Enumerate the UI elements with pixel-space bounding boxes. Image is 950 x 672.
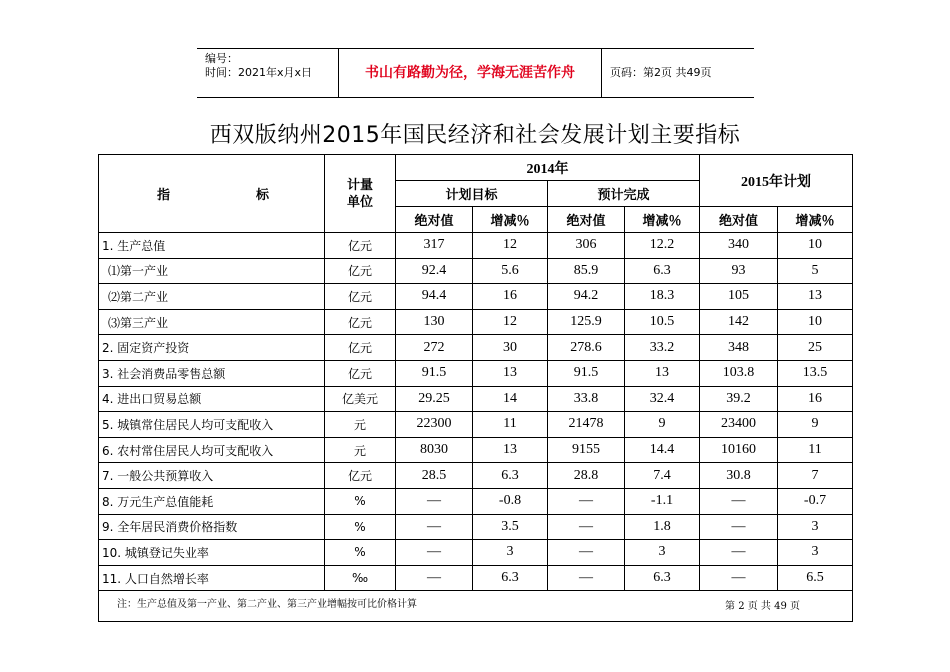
row-value: 125.9 <box>548 309 625 335</box>
row-value: 28.5 <box>396 463 473 489</box>
row-value: 30 <box>473 335 548 361</box>
footer-page-number: 第 2 页 共 49 页 <box>725 601 800 613</box>
plan-target-header: 计划目标 <box>396 181 548 207</box>
row-value: 105 <box>700 284 778 310</box>
row-value: — <box>700 514 778 540</box>
unit-header: 计量 单位 <box>325 155 396 233</box>
row-value: 10160 <box>700 437 778 463</box>
row-unit: 元 <box>325 412 396 438</box>
row-value: 23400 <box>700 412 778 438</box>
table-note: 注：生产总值及第一产业、第二产业、第三产业增幅按可比价格计算 <box>117 599 417 611</box>
row-unit: ‰ <box>325 565 396 591</box>
row-value: 3.5 <box>473 514 548 540</box>
row-value: 142 <box>700 309 778 335</box>
expected-header: 预计完成 <box>548 181 700 207</box>
row-value: 278.6 <box>548 335 625 361</box>
row-value: 7 <box>778 463 853 489</box>
row-value: 6.5 <box>778 565 853 591</box>
row-unit: 亿元 <box>325 258 396 284</box>
row-value: — <box>396 565 473 591</box>
row-value: 6.3 <box>625 258 700 284</box>
row-value: -0.8 <box>473 488 548 514</box>
row-value: — <box>548 514 625 540</box>
row-value: 18.3 <box>625 284 700 310</box>
row-value: 12.2 <box>625 233 700 259</box>
row-value: 9 <box>625 412 700 438</box>
row-value: 33.8 <box>548 386 625 412</box>
row-value: 3 <box>473 540 548 566</box>
row-value: 130 <box>396 309 473 335</box>
row-value: — <box>396 514 473 540</box>
row-value: 28.8 <box>548 463 625 489</box>
row-value: 14 <box>473 386 548 412</box>
row-value: 13 <box>778 284 853 310</box>
pct-header-1: 增减％ <box>473 207 548 233</box>
row-label: 1. 生产总值 <box>99 233 325 259</box>
row-value: — <box>396 540 473 566</box>
row-value: 3 <box>778 540 853 566</box>
indicator-header-right: 标 <box>255 188 269 203</box>
row-value: — <box>396 488 473 514</box>
row-value: 340 <box>700 233 778 259</box>
row-value: 32.4 <box>625 386 700 412</box>
row-value: 6.3 <box>473 463 548 489</box>
indicator-header <box>99 155 325 233</box>
row-value: 94.4 <box>396 284 473 310</box>
row-label: 10. 城镇登记失业率 <box>99 540 325 566</box>
table-row <box>99 514 853 540</box>
row-value: 29.25 <box>396 386 473 412</box>
row-value: -0.7 <box>778 488 853 514</box>
indicator-table <box>98 154 853 622</box>
row-label: 5. 城镇常住居民人均可支配收入 <box>99 412 325 438</box>
table-row <box>99 360 853 386</box>
row-value: 12 <box>473 309 548 335</box>
row-value: 92.4 <box>396 258 473 284</box>
table-row <box>99 463 853 489</box>
table-row <box>99 488 853 514</box>
row-value: 91.5 <box>396 360 473 386</box>
row-label: ⑵第二产业 <box>99 284 325 310</box>
year-2014-header: 2014年 <box>396 155 700 181</box>
time-label: 时间：2021年x月x日 <box>205 66 313 79</box>
row-value: 5.6 <box>473 258 548 284</box>
row-unit: 亿元 <box>325 360 396 386</box>
row-value: 30.8 <box>700 463 778 489</box>
row-unit: 元 <box>325 437 396 463</box>
table-row <box>99 565 853 591</box>
row-value: -1.1 <box>625 488 700 514</box>
row-value: 9 <box>778 412 853 438</box>
row-label: 9. 全年居民消费价格指数 <box>99 514 325 540</box>
page-header <box>197 48 754 98</box>
row-value: 93 <box>700 258 778 284</box>
row-value: — <box>700 540 778 566</box>
row-value: 6.3 <box>625 565 700 591</box>
table-note-row <box>99 591 853 622</box>
table-row <box>99 437 853 463</box>
row-unit: 亿元 <box>325 233 396 259</box>
row-label: 2. 固定资产投资 <box>99 335 325 361</box>
row-value: 6.3 <box>473 565 548 591</box>
row-value: 85.9 <box>548 258 625 284</box>
row-value: 12 <box>473 233 548 259</box>
row-value: 22300 <box>396 412 473 438</box>
table-row <box>99 335 853 361</box>
row-value: 16 <box>778 386 853 412</box>
row-value: 11 <box>778 437 853 463</box>
table-row <box>99 540 853 566</box>
row-unit: 亿元 <box>325 463 396 489</box>
row-value: 7.4 <box>625 463 700 489</box>
row-value: 306 <box>548 233 625 259</box>
row-value: — <box>700 565 778 591</box>
header-slogan: 书山有路勤为径，学海无涯苦作舟 <box>338 49 602 97</box>
row-unit: 亿元 <box>325 309 396 335</box>
row-value: 9155 <box>548 437 625 463</box>
row-unit: % <box>325 488 396 514</box>
table-row <box>99 258 853 284</box>
row-value: 21478 <box>548 412 625 438</box>
row-value: 3 <box>778 514 853 540</box>
row-value: 10.5 <box>625 309 700 335</box>
table-row <box>99 284 853 310</box>
row-label: 7. 一般公共预算收入 <box>99 463 325 489</box>
row-value: 94.2 <box>548 284 625 310</box>
row-label: 4. 进出口贸易总额 <box>99 386 325 412</box>
row-value: 3 <box>625 540 700 566</box>
row-value: 33.2 <box>625 335 700 361</box>
row-value: 25 <box>778 335 853 361</box>
row-value: 1.8 <box>625 514 700 540</box>
row-label: 3. 社会消费品零售总额 <box>99 360 325 386</box>
row-value: 13 <box>625 360 700 386</box>
abs-header-2: 绝对值 <box>548 207 625 233</box>
row-value: — <box>548 565 625 591</box>
row-value: 16 <box>473 284 548 310</box>
row-value: 13 <box>473 360 548 386</box>
abs-header-3: 绝对值 <box>700 207 778 233</box>
plan-2015-header: 2015年计划 <box>700 155 853 207</box>
pct-header-3: 增减％ <box>778 207 853 233</box>
row-value: 13.5 <box>778 360 853 386</box>
table-row <box>99 309 853 335</box>
row-value: 13 <box>473 437 548 463</box>
row-value: 10 <box>778 309 853 335</box>
row-unit: 亿元 <box>325 335 396 361</box>
row-value: 14.4 <box>625 437 700 463</box>
row-value: 10 <box>778 233 853 259</box>
row-value: — <box>700 488 778 514</box>
row-value: 39.2 <box>700 386 778 412</box>
row-unit: 亿元 <box>325 284 396 310</box>
row-label: 6. 农村常住居民人均可支配收入 <box>99 437 325 463</box>
header-page-label: 页码：第2页 共49页 <box>610 66 712 79</box>
table-row <box>99 386 853 412</box>
abs-header-1: 绝对值 <box>396 207 473 233</box>
number-label: 编号： <box>205 52 238 65</box>
row-value: 317 <box>396 233 473 259</box>
table-row <box>99 233 853 259</box>
row-value: 103.8 <box>700 360 778 386</box>
row-unit: % <box>325 514 396 540</box>
row-unit: 亿美元 <box>325 386 396 412</box>
row-label: ⑴第一产业 <box>99 258 325 284</box>
row-label: 8. 万元生产总值能耗 <box>99 488 325 514</box>
row-value: 272 <box>396 335 473 361</box>
page-title: 西双版纳州2015年国民经济和社会发展计划主要指标 <box>209 123 741 148</box>
pct-header-2: 增减％ <box>625 207 700 233</box>
row-value: — <box>548 488 625 514</box>
indicator-header-left: 指 <box>157 188 171 203</box>
row-value: 91.5 <box>548 360 625 386</box>
header-meta <box>197 49 338 97</box>
row-value: 5 <box>778 258 853 284</box>
row-value: 348 <box>700 335 778 361</box>
row-label: ⑶第三产业 <box>99 309 325 335</box>
table-row <box>99 412 853 438</box>
row-label: 11. 人口自然增长率 <box>99 565 325 591</box>
row-value: — <box>548 540 625 566</box>
row-unit: % <box>325 540 396 566</box>
row-value: 11 <box>473 412 548 438</box>
row-value: 8030 <box>396 437 473 463</box>
